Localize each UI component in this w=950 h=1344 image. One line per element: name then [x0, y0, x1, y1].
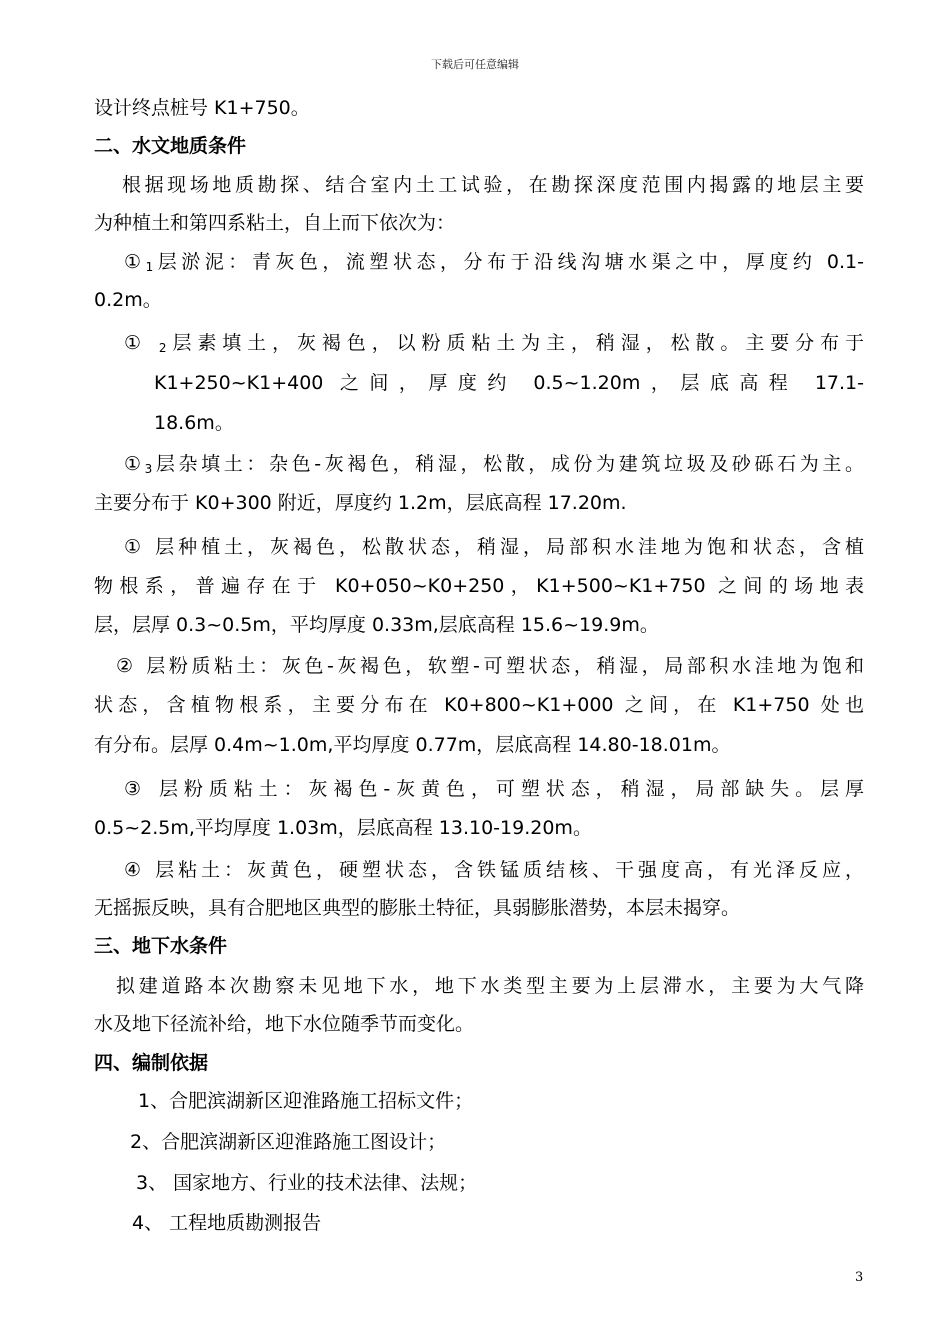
section-heading: 三、地下水条件: [94, 935, 228, 957]
text-line: $①_1$层淤泥：青灰色，流塑状态，分布于沿线沟塘水渠之中，厚度约 0.1-: [124, 251, 864, 274]
text-line: 0.2m。: [94, 289, 162, 311]
text-line: 0.5~2.5m,平均厚度 1.03m，层底高程 13.10-19.20m。: [94, 817, 592, 839]
text-line: 状态，含植物根系，主要分布在 K0+800~K1+000 之间，在 K1+750 处也: [94, 694, 864, 716]
section-heading: 四、编制依据: [94, 1052, 209, 1074]
text-line: $①_3$层杂填土：杂色-灰褐色，稍湿，松散，成份为建筑垃圾及砂砾石为主。: [124, 453, 864, 476]
page-number: 3: [855, 1270, 864, 1285]
text-line: 拟建道路本次勘察未见地下水，地下水类型主要为上层滞水，主要为大气降: [116, 975, 864, 997]
text-line: 无摇振反映，具有合肥地区典型的膨胀土特征，具弱膨胀潜势，本层未揭穿。: [94, 897, 741, 919]
text-line: 层，层厚 0.3~0.5m，平均厚度 0.33m,层底高程 15.6~19.9m。: [94, 614, 659, 636]
text-line: 物根系，普遍存在于 K0+050~K0+250，K1+500~K1+750 之间的场地表: [94, 575, 864, 597]
text-line: 根据现场地质勘探、结合室内土工试验，在勘探深度范围内揭露的地层主要: [122, 174, 864, 196]
text-line: ② 层粉质粘土：灰色-灰褐色，软塑-可塑状态，稍湿，局部积水洼地为饱和: [116, 655, 864, 677]
text-line: K1+250~K1+400 之间，厚度约 0.5~1.20m，层底高程 17.1-: [154, 372, 864, 394]
text-line: ① 层种植土，灰褐色，松散状态，稍湿，局部积水洼地为饱和状态，含植: [124, 536, 864, 558]
text-line: 为种植土和第四系粘土，自上而下依次为：: [94, 212, 456, 234]
list-item: 1、合肥滨湖新区迎淮路施工招标文件；: [138, 1090, 474, 1112]
page-header: 下载后可任意编辑: [431, 58, 519, 71]
text-line: ④ 层粘土：灰黄色，硬塑状态，含铁锰质结核、干强度高，有光泽反应，: [124, 859, 864, 881]
list-item: 3、 国家地方、行业的技术法律、法规；: [136, 1172, 478, 1194]
section-heading: 二、水文地质条件: [94, 135, 247, 157]
list-item: 4、 工程地质勘测报告: [132, 1212, 322, 1234]
text-line: 有分布。层厚 0.4m~1.0m,平均厚度 0.77m，层底高程 14.80-18.01m。: [94, 734, 731, 756]
text-line: 水及地下径流补给，地下水位随季节而变化。: [94, 1013, 475, 1035]
text-line: 设计终点桩号 K1+750。: [94, 97, 310, 119]
text-line: 18.6m。: [154, 412, 234, 434]
text-line: 主要分布于 K0+300 附近，厚度约 1.2m，层底高程 17.20m.: [94, 492, 627, 514]
text-line: ① $_2$层素填土，灰褐色，以粉质粘土为主，稍湿，松散。主要分布于: [124, 332, 864, 355]
list-item: 2、合肥滨湖新区迎淮路施工图设计；: [130, 1131, 447, 1153]
text-line: ③ 层粉质粘土：灰褐色-灰黄色，可塑状态，稍湿，局部缺失。层厚: [124, 778, 864, 800]
